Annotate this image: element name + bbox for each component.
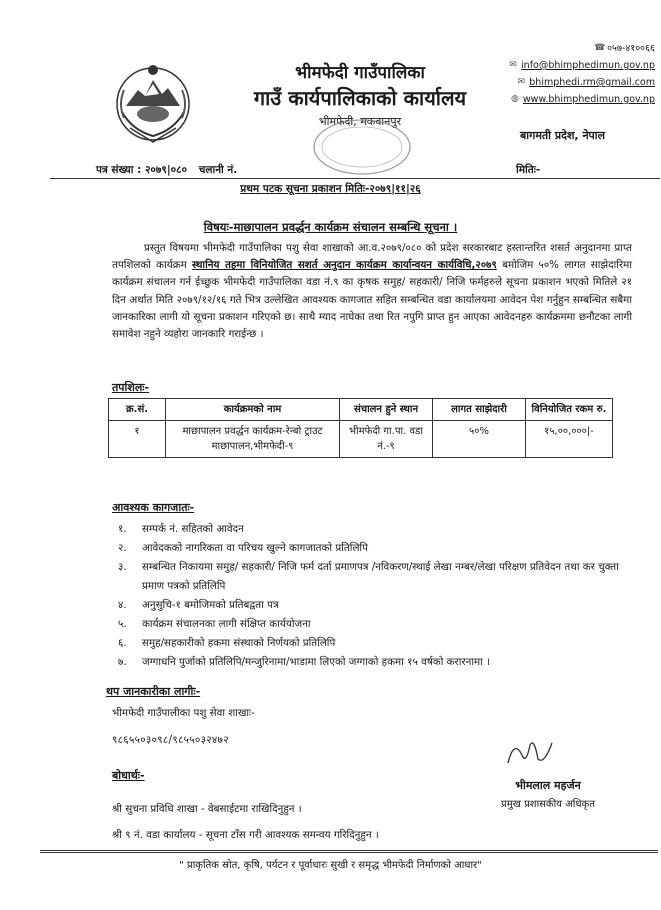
- cc-list: [112, 796, 379, 848]
- list-item: २. आवेदकको नागरिकता वा परिचय खुल्ने कागजातको प्रतिलिपि: [118, 542, 368, 554]
- contact-email-alt[interactable]: ✉ bhimphedi.rm@gmail.com: [500, 74, 655, 91]
- col-serial: क्र.सं.: [109, 399, 166, 421]
- footer-divider: [40, 850, 658, 853]
- nepal-emblem-logo: [112, 60, 194, 146]
- office-name: गाउँ कार्यपालिकाको कार्यालय: [253, 86, 467, 110]
- reference-line: [96, 163, 656, 177]
- subject-line: विषयः-माछापालन प्रवर्द्धन कार्यक्रम संचालन सम्बन्धि सूचना ।: [203, 220, 458, 234]
- list-item: श्री ९ नं. वडा कार्यालय - सूचना टाँस गरी आवश्यक समन्वय गरिदिनुहुन ।: [112, 829, 379, 841]
- table-header-row: [109, 399, 613, 421]
- contact-block: [500, 40, 655, 108]
- list-item: ३. सम्बन्धित निकायमा समुह/ सहकारी/ निजि फर्म दर्ता प्रमाणपत्र /नविकरण/स्थाई लेखा नम्बर/लेखा परिक्षण प्रतिवेदन तथा कर चुक्ता प्रमाण पत्रको प्रतिलिपि: [118, 561, 619, 592]
- more-info-office: भीमफेदी गाउँपालीका पशु सेवा शाखाः-: [112, 707, 255, 719]
- signatory-title: प्रमुख प्रशासकीय अधिकृत: [501, 799, 595, 810]
- list-item: १. सम्पर्क नं. सहितको आवेदन: [118, 523, 244, 535]
- contact-website[interactable]: ◍ www.bhimphedimun.gov.np: [500, 91, 655, 108]
- date-label: मितिः-: [516, 164, 541, 176]
- list-item: ७. जग्गाधनि पुर्जाको प्रतिलिपि/मन्जुरिनामा/भाडामा लिएको जग्गाको हकमा १५ वर्षको करारनामा ।: [118, 656, 491, 668]
- dispatch-number: चलानी नं.: [198, 164, 238, 176]
- org-name: भीमफेदी गाउँपालिका: [295, 63, 425, 83]
- list-item: श्री सुचना प्रविधि शाखा - वेबसाईटमा राखिदिनुहुन ।: [112, 803, 302, 815]
- contact-email[interactable]: ✉ info@bhimphedimun.gov.np: [500, 57, 655, 74]
- email-icon: ✉: [509, 60, 517, 70]
- contact-phone: ☎ ०५७-४१००६६: [500, 40, 655, 57]
- first-publication-date: प्रथम पटक सूचना प्रकाशन मितिः-२०७९|११|२६: [240, 183, 421, 195]
- office-address: भीमफेदी, मकवानपुर: [318, 115, 402, 128]
- list-item: ४. अनुसुचि-१ बमोजिमको प्रतिबद्वता पत्र: [118, 599, 279, 611]
- signatory-name: भीमलाल महर्जन: [515, 779, 581, 792]
- email-icon: ✉: [517, 77, 526, 87]
- more-info-phones: ९८६५५०३०९८/९८५५०३२४७२: [112, 734, 229, 746]
- documents-list: [118, 520, 638, 672]
- list-item: ६. समुह/सहकारीको हकमा संस्थाको निर्णयको प्रतिलिपि: [118, 637, 336, 649]
- globe-icon: ◍: [510, 94, 519, 104]
- procedure-name: स्थानिय तहमा विनियोजित सशर्त अनुदान कार्यक्रम कार्यान्वयन कार्यविधि,२०७९: [192, 259, 497, 272]
- ref-number: पत्र संख्या : २०७९|०८०: [96, 164, 188, 176]
- more-info-title: थप जानकारीका लागीः-: [106, 685, 201, 698]
- signature-mark: [500, 735, 560, 769]
- cc-title: बोधार्थः-: [112, 769, 145, 782]
- list-item: ५. कार्यक्रम संचालनका लागी संक्षिप्त कार्ययोजना: [118, 618, 311, 630]
- col-program-name: कार्यक्रमको नाम: [166, 399, 340, 421]
- footer-motto: " प्राकृतिक स्रोत, कृषि, पर्यटन र पूर्वाधारः सुखी र समृद्ध भीमफेदी निर्माणको आधार": [179, 860, 482, 871]
- notice-body: प्रस्तुत विषयमा भीमफेदी गाउँपालिका पशु सेवा शाखाको आ.व.२०७९/०८० को प्रदेश सरकारबाट हस्तान्तरित शसर्त अनुदानमा प्राप्त तपशिलको कार्यक्रम स्थानिय तहमा विनियोजित सशर्त अनुदान कार्यक्रम कार्यान्वयन कार्यविधि,२०७९ बमोजिम ५०% लागत साझेदारिमा कार्यक्रम संचालन गर्न ईच्छुक भीमफेदी गाउँपालिका वडा नं.९ का कृषक समुह/ सहकारी/ निजि फर्महरुले सूचना प्रकाशन भएको मितिले २१ दिन अर्थात मिति २०७९/१२/१६ गते भित्र उल्लेखित आवश्यक कागजात सहित सम्बन्धित वडा कार्यालयमा आवेदन पेश गर्नुहुन सम्बन्धित सबैमा जानकारिका लागी यो सूचना प्रकाशन गरिएको छ। साथै म्याद नाघेका तथा रित नपुगि प्राप्त हुन आएका आवेदनहरु कार्यक्रममा छनौटका लागी समावेश नहुने व्यहोरा जानकारि गराईन्छ ।: [112, 242, 632, 341]
- phone-icon: ☎: [594, 43, 606, 53]
- province: बागमती प्रदेश, नेपाल: [520, 129, 606, 142]
- details-title: तपशिलः-: [112, 381, 150, 394]
- header-divider: [50, 178, 660, 179]
- col-location: संचालन हुने स्थान: [340, 399, 433, 421]
- documents-title: आवश्यक कागजातः-: [112, 501, 195, 514]
- col-allocated-amount: विनियोजित रकम रु.: [526, 399, 613, 421]
- program-table: [108, 398, 613, 458]
- col-cost-share: लागत साझेदारी: [433, 399, 526, 421]
- table-row: १ माछापालन प्रवर्द्धन कार्यक्रम-रेन्बो ट्राउट माछापालन,भीमफेदी-९ भीमफेदी गा.पा. वडा नं.-९ ५०% १५,००,०००|-: [109, 421, 613, 458]
